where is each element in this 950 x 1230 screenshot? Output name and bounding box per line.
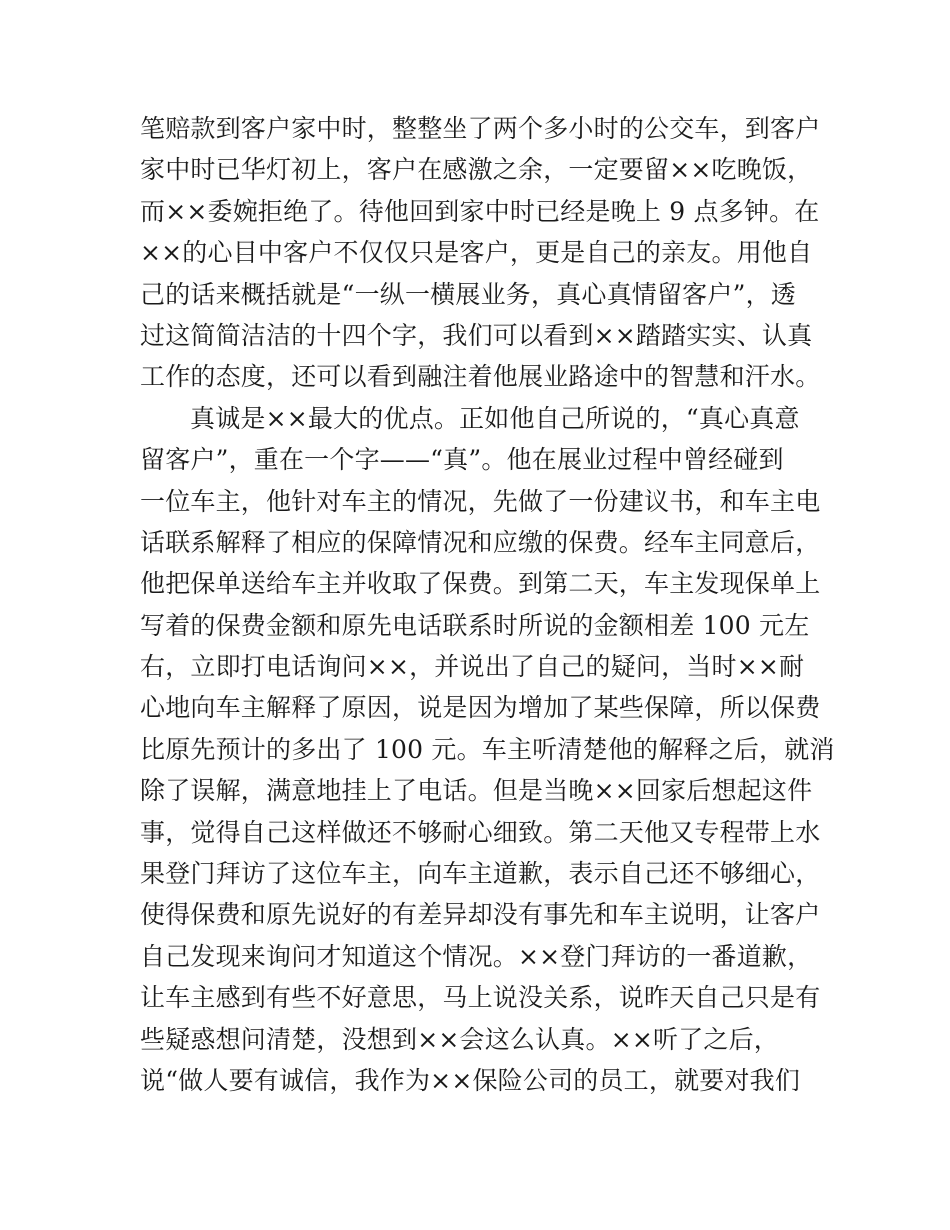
- text-line: 心地向车主解释了原因，说是因为增加了某些保障，所以保费: [140, 693, 821, 723]
- text-line: 除了误解，满意地挂上了电话。但是当晚××回家后想起这件: [140, 776, 813, 806]
- text-line: 事，觉得自己这样做还不够耐心细致。第二天他又专程带上水: [140, 817, 821, 847]
- body-text: [140, 108, 835, 1101]
- text-line: 一位车主，他针对车主的情况，先做了一份建议书，和车主电: [140, 486, 821, 516]
- text-line: 过这简简洁洁的十四个字，我们可以看到××踏踏实实、认真: [140, 320, 813, 350]
- text-line: 己的话来概括就是“一纵一横展业务，真心真情留客户”，透: [140, 279, 796, 309]
- text-line: 右，立即打电话询问××，并说出了自己的疑问，当时××耐: [140, 652, 805, 682]
- text-line: 家中时已华灯初上，客户在感激之余，一定要留××吃晚饭，: [140, 155, 813, 185]
- text-line: 工作的态度，还可以看到融注着他展业路途中的智慧和汗水。: [140, 362, 821, 392]
- text-line: 自己发现来询问才知道这个情况。××登门拜访的一番道歉，: [140, 941, 813, 971]
- text-line: 使得保费和原先说好的有差异却没有事先和车主说明，让客户: [140, 900, 821, 930]
- text-line: 留客户”，重在一个字——“真”。他在展业过程中曾经碰到: [140, 445, 784, 475]
- text-line: 笔赔款到客户家中时，整整坐了两个多小时的公交车，到客户: [140, 114, 821, 143]
- text-line: 话联系解释了相应的保障情况和应缴的保费。经车主同意后，: [140, 527, 821, 557]
- text-line: 些疑惑想问清楚，没想到××会这么认真。××听了之后，: [140, 1024, 779, 1054]
- text-line: 写着的保费金额和原先电话联系时所说的金额相差 100 元左: [140, 610, 810, 640]
- text-line: 而××委婉拒绝了。待他回到家中时已经是晚上 9 点多钟。在: [140, 196, 820, 226]
- text-line: 说“做人要有诚信，我作为××保险公司的员工，就要对我们: [140, 1065, 801, 1095]
- text-line: 果登门拜访了这位车主，向车主道歉，表示自己还不够细心，: [140, 859, 821, 889]
- text-line: 他把保单送给车主并收取了保费。到第二天，车主发现保单上: [140, 569, 821, 599]
- text-line: 让车主感到有些不好意思，马上说没关系，说昨天自己只是有: [140, 983, 821, 1013]
- paragraph-start-line: 真诚是××最大的优点。正如他自己所说的，“真心真意: [190, 403, 800, 433]
- text-line: 比原先预计的多出了 100 元。车主听清楚他的解释之后，就消: [140, 734, 835, 764]
- text-line: ××的心目中客户不仅仅只是客户，更是自己的亲友。用他自: [140, 238, 813, 268]
